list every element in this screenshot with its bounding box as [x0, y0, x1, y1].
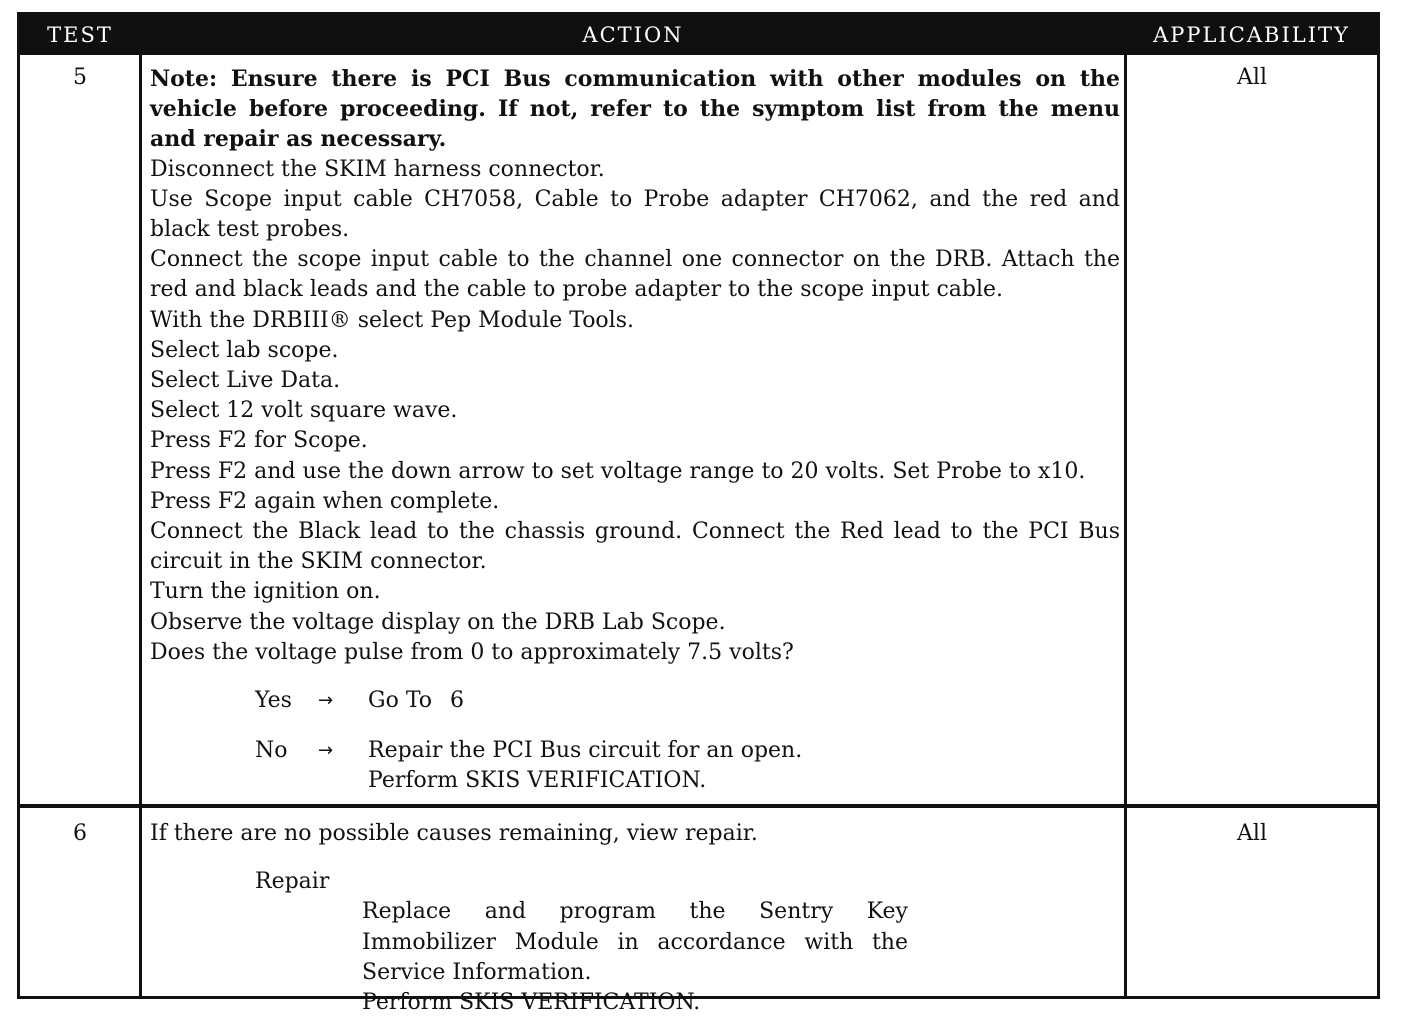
column-divider — [1124, 55, 1127, 996]
step-text: Select 12 volt square wave. — [150, 398, 458, 424]
no-branch — [150, 736, 1120, 766]
diagnostic-table — [17, 12, 1380, 1016]
yes-branch — [150, 686, 1120, 716]
no-result-followup: Perform SKIS VERIFICATION. — [368, 768, 707, 794]
header-test: TEST — [47, 23, 113, 47]
yes-label: Yes — [255, 688, 292, 714]
step-text: Select Live Data. — [150, 368, 341, 394]
column-divider — [139, 55, 142, 996]
test-number-5: 5 — [73, 65, 87, 90]
action-5 — [150, 64, 1120, 796]
test-number-6: 6 — [73, 821, 87, 846]
applicability-5: All — [1237, 65, 1267, 90]
applicability-6: All — [1237, 821, 1267, 846]
step-text: Press F2 for Scope. — [150, 428, 368, 454]
step-text: Press F2 and use the down arrow to set voltage range to 20 volts. Set Probe to x10. Press F2 again when complete. — [150, 458, 1086, 514]
header-applicability: APPLICABILITY — [1153, 23, 1350, 47]
step-text: With the DRBIII® select Pep Module Tools. — [150, 307, 634, 333]
step-text: Select lab scope. — [150, 337, 339, 363]
step-text: Connect the scope input cable to the channel one connector on the DRB. Attach the red and black leads and the cable to probe adapter to the scope input cable. — [150, 247, 1120, 303]
repair-followup: Perform SKIS VERIFICATION. — [362, 990, 701, 1016]
arrow-right-icon: → — [318, 740, 334, 762]
repair-text: Replace and program the Sentry Key Immobilizer Module in accordance with the Service Information. — [362, 899, 908, 985]
yes-result — [368, 686, 1108, 716]
repair-label: Repair — [255, 869, 330, 895]
header-action: ACTION — [582, 23, 684, 47]
table-header — [20, 15, 1377, 55]
note-text: Note: Ensure there is PCI Bus communication with other modules on the vehicle before proceeding. If not, refer to the symptom list from the menu and repair as necessary. — [150, 66, 1120, 153]
action-6 — [150, 819, 1120, 1018]
intro-text: If there are no possible causes remaining, view repair. — [150, 821, 758, 846]
question-text: Does the voltage pulse from 0 to approximately 7.5 volts? — [150, 639, 794, 665]
row-divider — [20, 804, 1377, 808]
goto-text: Go To — [368, 688, 433, 714]
step-text: Disconnect the SKIM harness connector. — [150, 156, 605, 182]
no-result: Repair the PCI Bus circuit for an open. — [368, 738, 803, 764]
step-text: Turn the ignition on. — [150, 579, 381, 605]
step-text: Use Scope input cable CH7058, Cable to Probe adapter CH7062, and the red and black test probes. — [150, 186, 1120, 243]
no-label: No — [255, 738, 288, 764]
goto-number: 6 — [450, 688, 465, 714]
step-text: Observe the voltage display on the DRB Lab Scope. — [150, 609, 726, 635]
step-text: Connect the Black lead to the chassis ground. Connect the Red lead to the PCI Bus circuit in the SKIM connector. — [150, 519, 1120, 575]
arrow-right-icon: → — [318, 690, 334, 712]
